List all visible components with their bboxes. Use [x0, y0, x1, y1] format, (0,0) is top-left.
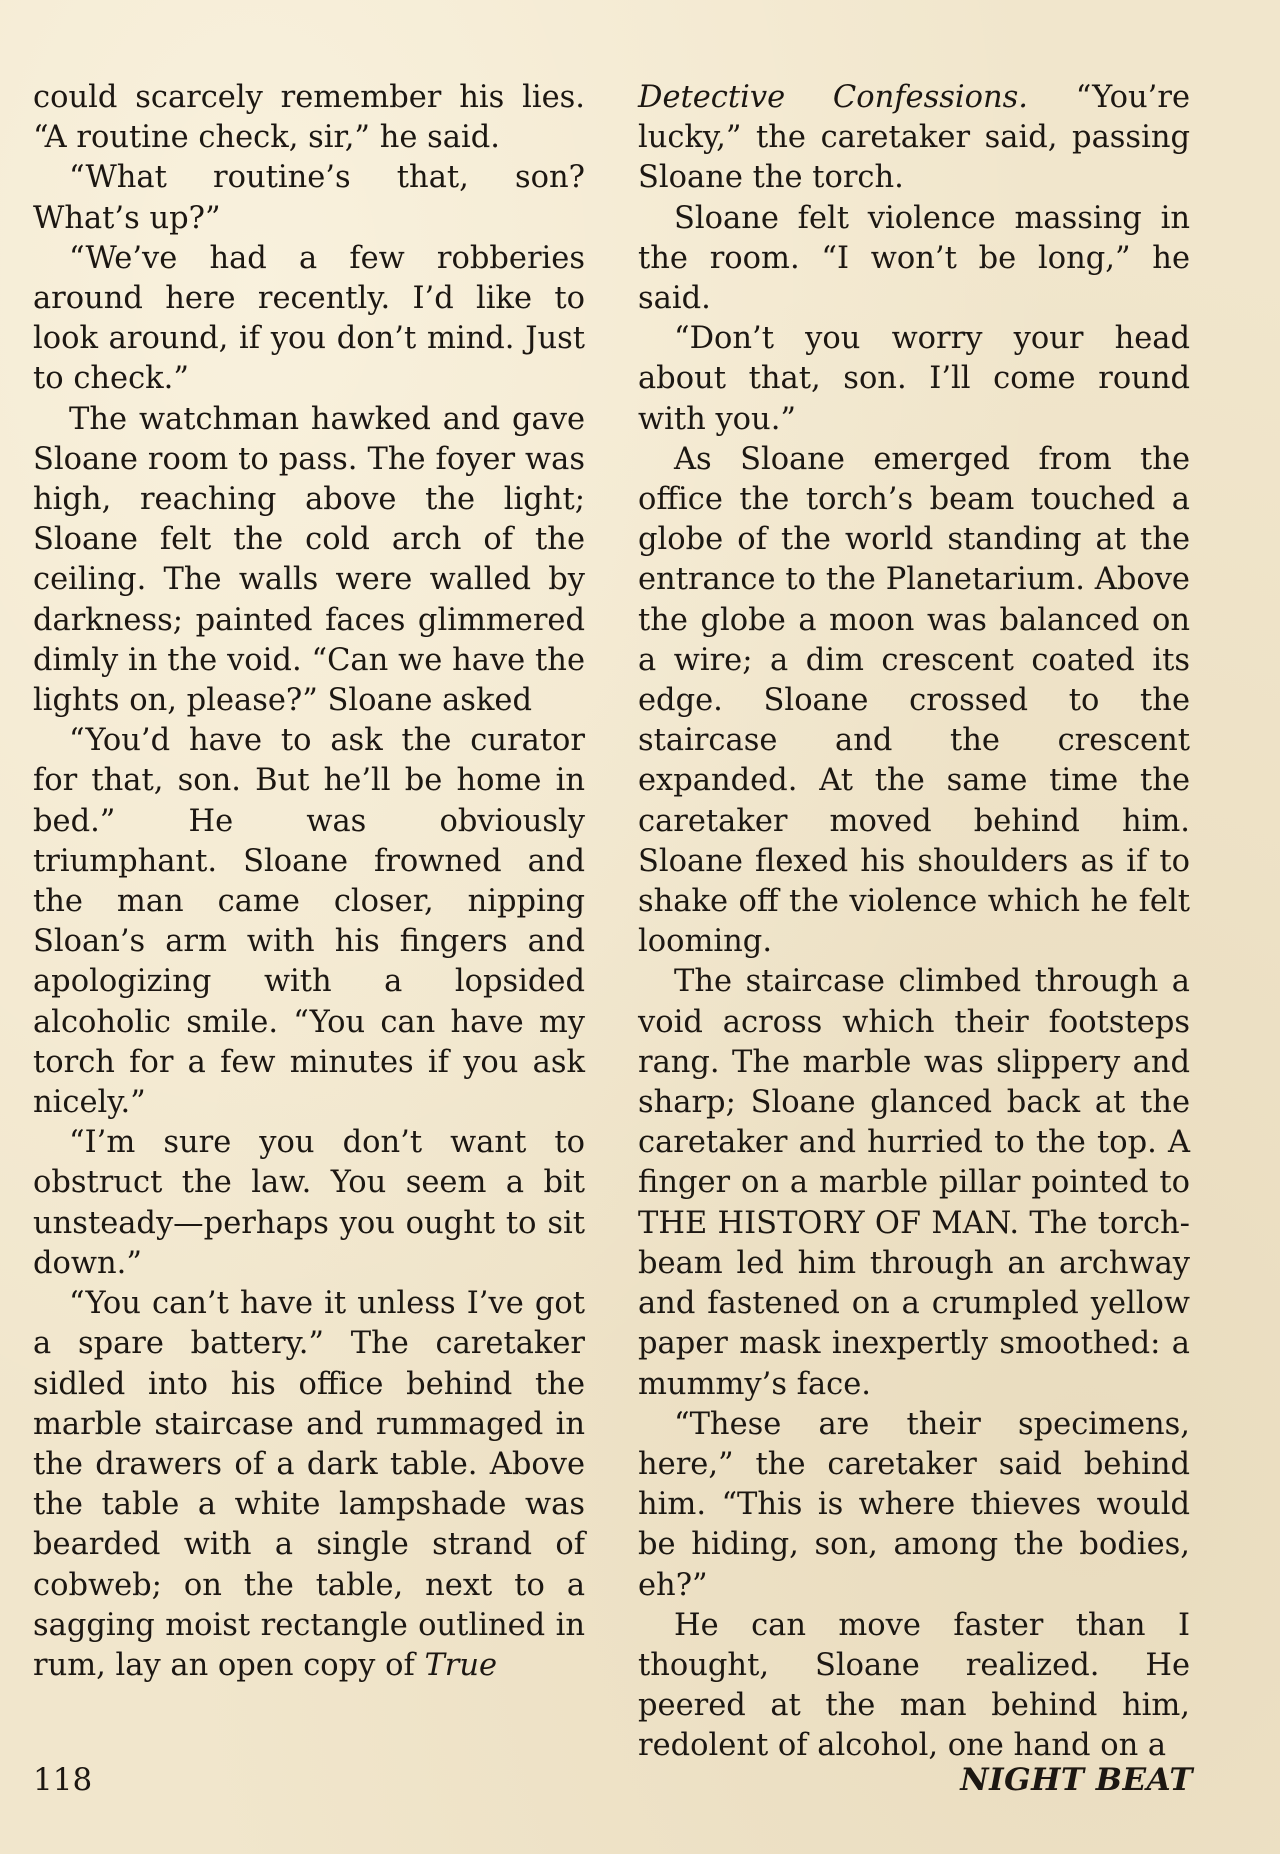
magazine-title-italic: True — [424, 1647, 498, 1683]
paragraph: The staircase climbed through a void across which their footsteps rang. The marble was slippery and sharp; Sloane glanced back at the caretaker and hurried to the top. A finger on a marble pillar pointed to THE HISTORY OF MAN. The torch-beam led him through an archway and fastened on a crumpled yellow paper mask inexpertly smoothed: a mummy’s face. — [638, 964, 1190, 1402]
paragraph-text: “You’re lucky,” the caretaker said, passing Sloane the torch. — [638, 80, 1190, 196]
paragraph — [638, 78, 1190, 199]
magazine-title-italic: Detective Confessions. — [638, 80, 1029, 115]
paragraph: “I’m sure you don’t want to obstruct the law. You seem a bit unsteady—perhaps you ought to sit down.” — [33, 1125, 585, 1281]
paragraph: As Sloane emerged from the office the torch’s beam touched a globe of the world standing at the entrance to the Planetarium. Above the globe a moon was balanced on a wire; a dim crescent coated its edge. Sloane crossed to the staircase and the crescent expanded. At the same time the caretaker moved behind him. Sloane flexed his shoulders as if to shake off the violence which he felt looming. — [638, 441, 1190, 960]
paragraph: “We’ve had a few robberies around here recently. I’d like to look around, if you don’t mind. Just to check.” — [33, 240, 585, 397]
paragraph: The watchman hawked and gave Sloane room to pass. The foyer was high, reaching above the light; Sloane felt the cold arch of the ceiling. The walls were walled by darkness; painted faces glimmered dimly in the void. “Can we have the lights on, please?” Sloane asked — [33, 401, 585, 719]
paragraph: “These are their specimens, here,” the caretaker said behind him. “This is where thieves would be hiding, son, among the bodies, eh?” — [638, 1406, 1190, 1603]
paragraph: “Don’t you worry your head about that, son. I’ll come round with you.” — [638, 321, 1190, 437]
paragraph: He can move faster than I thought, Sloane realized. He peered at the man behind him, redolent of alcohol, one hand on a — [638, 1607, 1190, 1764]
running-footer-title: NIGHT BEAT — [960, 1762, 1193, 1798]
paragraph-text: “You can’t have it unless I’ve got a spare battery.” The caretaker sidled into his office behind the marble staircase and rummaged in the drawers of a dark table. Above the table a white lampshade was bearded with a single strand of cobweb; on the table, next to a sagging moist rectangle outlined in rum, lay an open copy of — [33, 1286, 585, 1683]
right-column — [638, 78, 1190, 1767]
page-number: 118 — [33, 1762, 93, 1798]
paragraph: “What routine’s that, son? What’s up?” — [33, 160, 585, 236]
paragraph: Sloane felt violence massing in the room. “I won’t be long,” he said. — [638, 200, 1190, 317]
paragraph — [33, 1284, 585, 1686]
left-column — [33, 78, 585, 1686]
paragraph: could scarcely remember his lies. “A routine check, sir,” he said. — [33, 80, 585, 156]
paragraph: “You’d have to ask the curator for that, son. But he’ll be home in bed.” He was obviously triumphant. Sloane frowned and the man came closer, nipping Sloan’s arm with his fingers and apologizing with a lopsided alcoholic smile. “You can have my torch for a few minutes if you ask nicely.” — [33, 723, 585, 1121]
